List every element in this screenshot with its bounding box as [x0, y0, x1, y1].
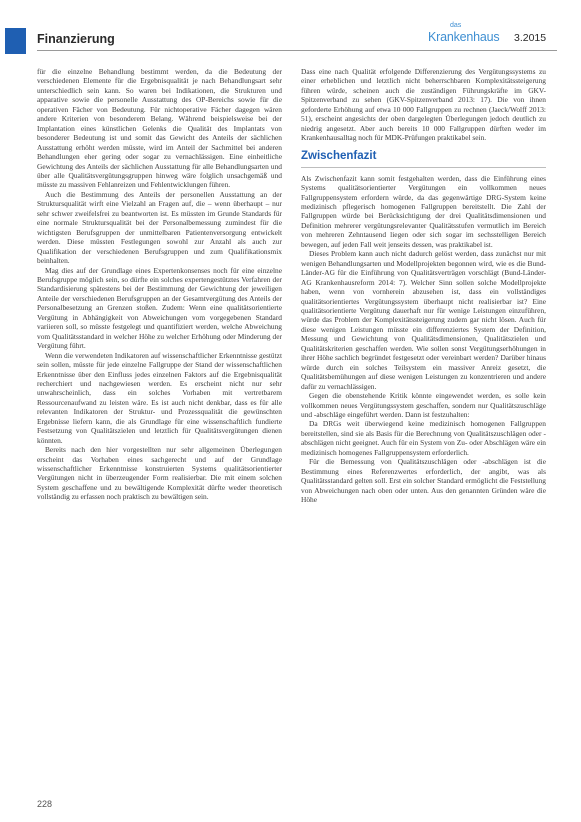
paragraph: Dieses Problem kann auch nicht dadurch gelöst werden, dass zunächst nur mit wenigen Behandlungsarten und Modellprojekten begonnen wird, wie es die Bund-Länder-AG für die Einführung von Qualitätsverträgen vorschlägt (Bund-Länder-AG Krankenhausreform 2014: 7). Welcher Sinn sollen solche Modellprojekte haben, wenn von vornherein abzusehen ist, dass ein vollständiges qualitätsorientiertes Vergütungssystem überhaupt nicht realisierbar ist? Eine qualitätsorientierte Vergütung dauerhaft nur für wenige Leistungen einzuführen, würde das Problem der Komplexitätssteigerung zudem gar nicht lösen. Auch für diese wenigen Leistungen müsste ein differenziertes System der Definition, Messung und Gewichtung von Qualitätsdimensionen, Qualitätszielen und Qualitätskriterien geschaffen werden. Wie sollen sonst Vergütungserhöhungen in ihrer Höhe sachlich begründet festgesetzt oder vereinbart werden? Darüber hinaus würde durch ein solches Teilsystem ein massiver Anreiz gesetzt, die Qualitätsbemühungen auf diese wenigen Leistungen zu konzentrieren und andere dafür zu vernachlässigen. [301, 249, 546, 391]
paragraph: Mag dies auf der Grundlage eines Expertenkonsenses noch für eine einzelne Berufsgruppe möglich sein, so dürfte ein solches expertengestütztes Verfahren der Standardisierung spätestens bei der Bestimmung der Gewichtung der jeweiligen Anteile der verschiedenen Berufsgruppen an der Gesamtvergütung des Anteils der Personalbesetzung an Grenzen stoßen. Zudem: Wenn eine qualitätsorientierte Vergütung in Abhängigkeit von Abweichungen vom vorgegebenen Standard variieren soll, so müsste festgelegt und quantifiziert werden, welche Abweichung vom Qualitätsstandard in welcher Höhe zu welcher Erhöhung oder Minderung der Vergütung führt. [37, 265, 282, 351]
paragraph: Wenn die verwendeten Indikatoren auf wissenschaftlicher Erkenntnisse gestützt sein sollen, müsste für jede einzelne Fallgruppe der Stand der wissenschaftlichen Erkenntnisse über den Einfluss jedes einzelnen Faktors auf die Ergebnisqualität recherchiert und nachgewiesen werden. Es erscheint nicht nur sehr unwahrscheinlich, dass ein solches Vorhaben mit vertretbarem Ressourcenaufwand zu leisten wäre. Es ist auch nicht denkbar, dass es für alle relevanten Indikatoren der Struktur- und Prozessqualität die gewünschten Ergebnisse liefern kann, die als Grundlage für eine wissenschaftlich fundierte Festsetzung von Qualitätszielen und letztlich für Qualitätsvergütungen dienen könnten. [37, 350, 282, 445]
issue-number: 3.2015 [514, 32, 547, 44]
journal-logo [428, 22, 508, 48]
section-color-block [5, 28, 26, 54]
paragraph: Dass eine nach Qualität erfolgende Differenzierung des Vergütungssystems zu einer erheblichen und letztlich nicht beherrschbaren Komplexitätssteigerung führen würde, scheinen auch die zuständigen Führungskräfte im GKV-Spitzenverband zu sehen (GKV-Spitzenverband 2013: 17). Die von ihnen geforderte Erhöhung auf etwa 10 000 Fallgruppen zu rechnen (Jaeck/Wolff 2013: 51), erscheint angesichts der oben dargelegten Überlegungen jedoch deutlich zu niedrig angesetzt. Aber auch bereits 10 000 Fallgruppen dürften weder im Krankenhausalltag noch für MDK-Prüfungen praktikabel sein. [301, 67, 546, 143]
journal-logo-prefix: das [450, 22, 462, 29]
paragraph: Auch die Bestimmung des Anteils der personellen Ausstattung an der Struktursqualität wirft eine Vielzahl an Fragen auf, die – wenn überhaupt – nur sehr schwer zweifelsfrei zu beantworten ist. Es müssten im Grunde Standards für eine normale Struktursqualität bei der Personalbemessung zumindest für die wichtigsten Berufsgruppen der unmittelbaren Patientenversorgung entwickelt werden. Diese müssten Festlegungen sowohl zur Anzahl als auch zur Qualifikation der verschiedenen Berufsgruppen und zum Qualifikationsmix beinhalten. [37, 189, 282, 266]
subheading: Zwischenfazit [301, 149, 377, 162]
journal-logo-name: Krankenhaus [428, 30, 500, 44]
subheading-divider [301, 167, 546, 168]
paragraph: Bereits nach den hier vorgestellten nur sehr allgemeinen Überlegungen erscheint das Vorhaben eines sachgerecht und auf der Grundlage wissenschaftlicher Erkenntnisse konstruierten Systems qualitätsorientierter Vergütungen nicht in überzeugender Form realisierbar. Die mit einem solchen System geschaffene und zu bewältigende Komplexität dürfte weder theoretisch vollständig zu erfassen noch praktisch zu bewältigen sein. [37, 445, 282, 502]
paragraph: für die einzelne Behandlung bestimmt werden, da die Bedeutung der verschiedenen Elemente für die Ergebnisqualität je nach Behandlungsart sehr unterschiedlich sein kann. So waren bei Indikationen, die Strukturen und apparative sowie die personelle Ausstattung des OP-Bereichs sowie für die operativen Fächer von Bedeutung. Für nichtoperative Fächer dagegen wären andere Kriterien von besonderem Belang. Während beispielsweise bei der Implantation eines künstlichen Gelenks die Qualität des Implantats von besonderer Bedeutung ist und somit das Gewicht des Anteils der sächlichen Ausstattung erhöht werden müsste, wird im Anteil der Sachmittel bei anderen Behandlungen eher gering oder sogar zu vernachlässigen. Eine einheitliche Gewichtung des Anteils der sächlichen Ausstattung für alle Behandlungsarten und über alle Qualitätsvergütungsgruppen hinweg wäre folglich unsachgemäß und müsste zu massiven Fehlanreizen und Fehlentwicklungen führen. [37, 67, 282, 190]
header-divider [37, 50, 557, 51]
paragraph: Für die Bemessung von Qualitätszuschlägen oder -abschlägen ist die Bestimmung eines Referenzwertes erforderlich, der angibt, was als Qualitätsstandard gelten soll. Erst ein solcher Standard ermöglicht die Feststellung von Abweichungen nach oben oder unten. Aus den genannten Gründen wäre die Höhe [301, 457, 546, 505]
page-number: 228 [37, 799, 53, 809]
right-text-column [301, 67, 546, 504]
paragraph: Gegen die obenstehende Kritik könnte eingewendet werden, es solle kein vollkommen neues Vergütungssystem geschaffen, sondern nur Qualitätszuschläge und -abschläge eingeführt werden. Dann ist festzuhalten: [301, 391, 546, 419]
section-title: Finanzierung [37, 32, 115, 46]
paragraph: Als Zwischenfazit kann somit festgehalten werden, dass die Einführung eines Systems qualitätsorientierter Vergütungen ein vollkommen neues Fallgruppensystem erfordern würde, da das gegenwärtige DRG-System keine medizinisch pflegerisch homogenen Fallgruppen bereitstellt. Die Zahl der Fallgruppen würde bei Berücksichtigung der drei Qualitätsdimensionen und Definition mehrerer vergütungsrelevanter Qualitätsstufen vermutlich im Bereich von mehreren Zehntausend liegen oder sich sogar im sechsstelligen Bereich bewegen, auf jeden Fall weit jenseits dessen, was praktikabel ist. [301, 173, 546, 249]
paragraph: Da DRGs weit überwiegend keine medizinisch homogenen Fallgruppen bereitstellen, sind sie als Basis für die Berechnung von Qualitätszuschlägen oder -abschlägen nicht geeignet. Auch für ein System von Zu- oder Abschlägen wäre ein medizinisch homogenes Fallgruppensystem erforderlich. [301, 419, 546, 457]
left-text-column [37, 67, 282, 502]
